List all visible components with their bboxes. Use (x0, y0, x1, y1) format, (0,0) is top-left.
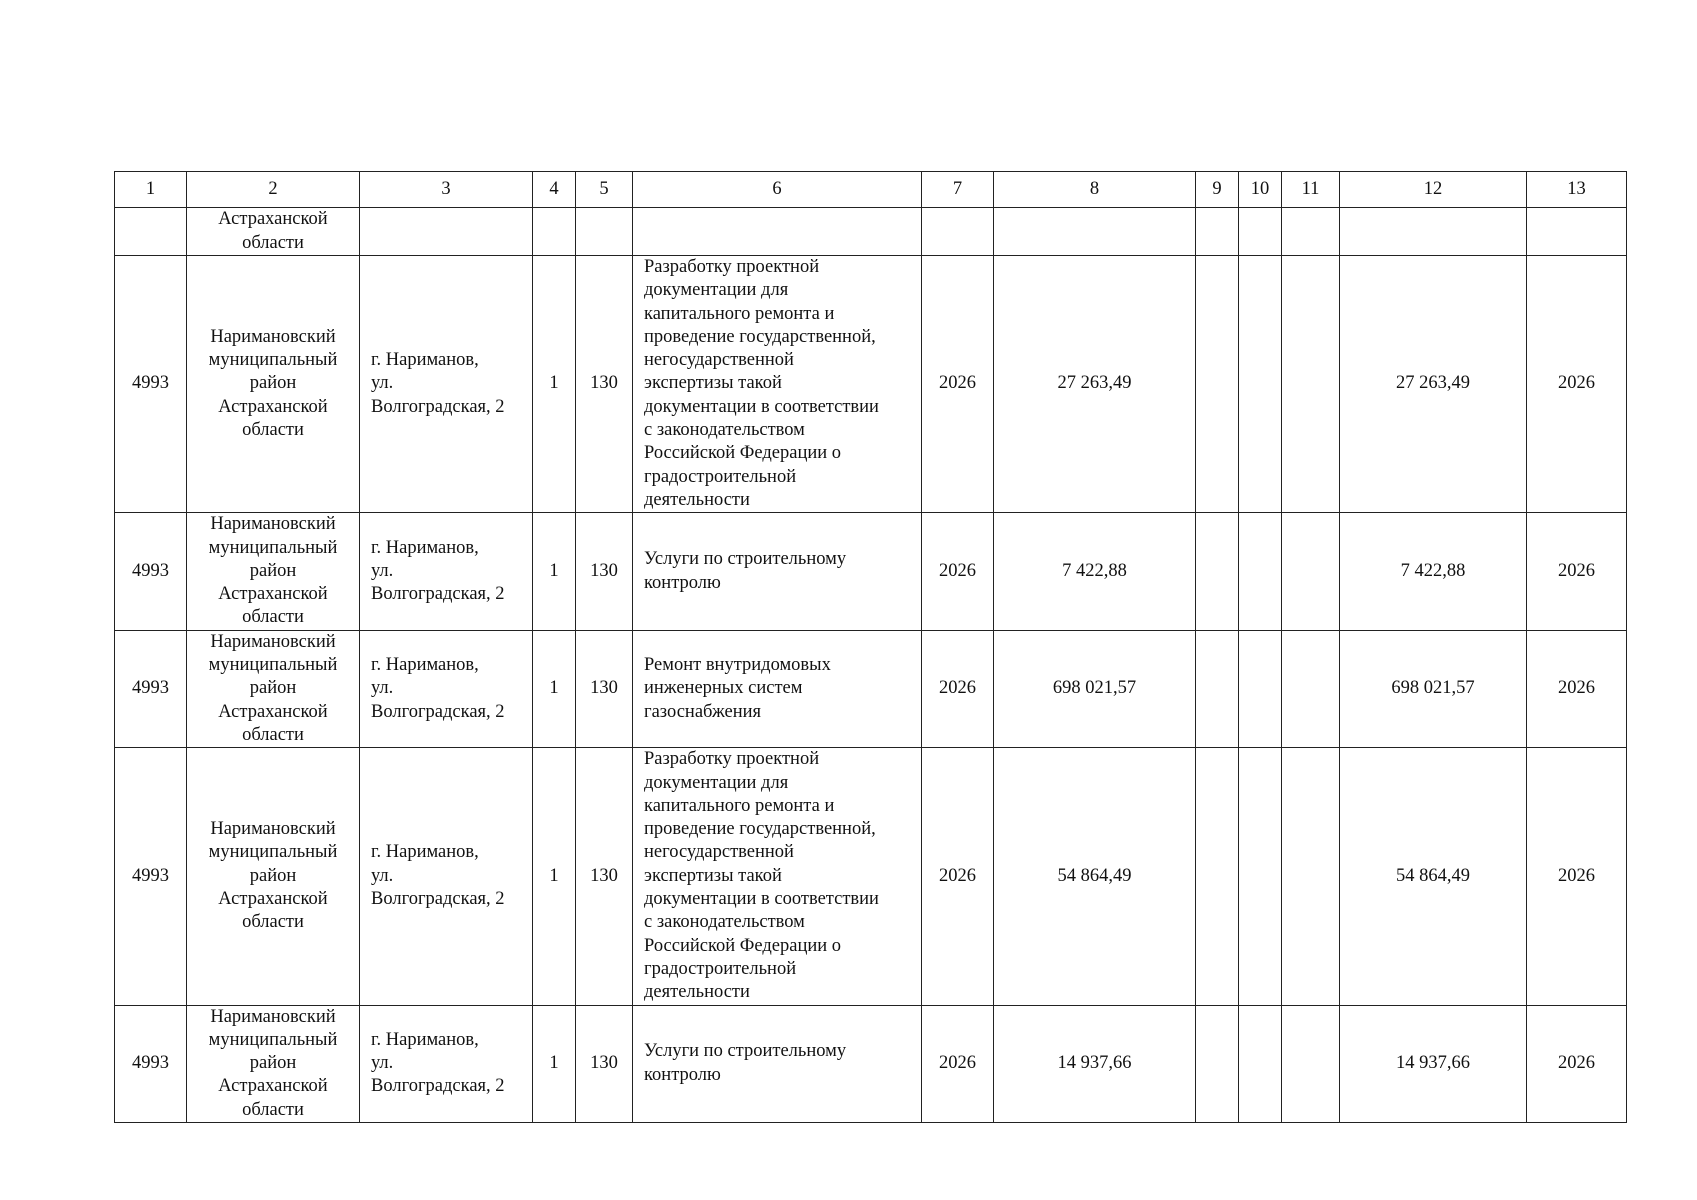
amount-cell: 14 937,66 (994, 1005, 1196, 1122)
amount-cell: 54 864,49 (1340, 748, 1527, 1005)
amount-cell: 54 864,49 (994, 748, 1196, 1005)
id-cell: 4993 (115, 748, 187, 1005)
year-cell: 2026 (922, 748, 994, 1005)
header-cell: 1 (115, 172, 187, 208)
header-cell: 13 (1527, 172, 1627, 208)
header-cell: 12 (1340, 172, 1527, 208)
table-cell: 130 (576, 748, 633, 1005)
region-cell: Наримановский муниципальный район Астраханской области (187, 748, 360, 1005)
address-cell: г. Нариманов, ул. Волгоградская, 2 (360, 748, 533, 1005)
address-cell: г. Нариманов, ул. Волгоградская, 2 (360, 1005, 533, 1122)
region-cell: Наримановский муниципальный район Астраханской области (187, 630, 360, 747)
year-cell: 2026 (1527, 1005, 1627, 1122)
table-row (115, 513, 1627, 630)
region-cell: Наримановский муниципальный район Астраханской области (187, 513, 360, 630)
header-cell: 8 (994, 172, 1196, 208)
header-cell: 11 (1282, 172, 1340, 208)
table-cell (1282, 1005, 1340, 1122)
address-cell: г. Нариманов, ул. Волгоградская, 2 (360, 513, 533, 630)
table-cell (1239, 256, 1282, 513)
table-cell (1196, 208, 1239, 256)
amount-cell: 27 263,49 (994, 256, 1196, 513)
region-cell: Наримановский муниципальный район Астраханской области (187, 1005, 360, 1122)
year-cell: 2026 (922, 256, 994, 513)
id-cell: 4993 (115, 1005, 187, 1122)
year-cell: 2026 (1527, 256, 1627, 513)
region-cell: Астраханской области (187, 208, 360, 256)
table-cell (1239, 748, 1282, 1005)
year-cell: 2026 (922, 630, 994, 747)
amount-cell: 27 263,49 (1340, 256, 1527, 513)
table-row (115, 748, 1627, 1005)
table-cell: 130 (576, 256, 633, 513)
year-cell: 2026 (922, 1005, 994, 1122)
table-cell: 1 (533, 630, 576, 747)
table-cell: 1 (533, 748, 576, 1005)
table-cell: 130 (576, 630, 633, 747)
work-description-cell: Разработку проектной документации для капитального ремонта и проведение государственной, негосударственной экспертизы такой документации в соответствии с законодательством Российской Федерации о градостроительной деятельности (633, 748, 922, 1005)
table-cell (1239, 630, 1282, 747)
header-cell: 4 (533, 172, 576, 208)
amount-cell: 7 422,88 (1340, 513, 1527, 630)
id-cell: 4993 (115, 256, 187, 513)
table-row (115, 1005, 1627, 1122)
table-cell (1196, 748, 1239, 1005)
data-table (114, 171, 1627, 1123)
work-description-cell: Услуги по строительному контролю (633, 1005, 922, 1122)
table-cell (576, 208, 633, 256)
year-cell: 2026 (1527, 748, 1627, 1005)
continuation-row (115, 208, 1627, 256)
table-cell (1196, 513, 1239, 630)
table-row (115, 256, 1627, 513)
table-cell: 1 (533, 256, 576, 513)
header-cell: 2 (187, 172, 360, 208)
table-cell (1282, 630, 1340, 747)
amount-cell: 698 021,57 (1340, 630, 1527, 747)
table-cell (360, 208, 533, 256)
year-cell: 2026 (922, 513, 994, 630)
header-cell: 9 (1196, 172, 1239, 208)
amount-cell: 14 937,66 (1340, 1005, 1527, 1122)
year-cell: 2026 (1527, 513, 1627, 630)
table-cell (922, 208, 994, 256)
id-cell: 4993 (115, 513, 187, 630)
year-cell: 2026 (1527, 630, 1627, 747)
table-cell: 1 (533, 1005, 576, 1122)
table-cell (1282, 513, 1340, 630)
header-cell: 5 (576, 172, 633, 208)
amount-cell: 7 422,88 (994, 513, 1196, 630)
table-cell (1196, 256, 1239, 513)
table-row (115, 630, 1627, 747)
header-cell: 6 (633, 172, 922, 208)
work-description-cell: Разработку проектной документации для капитального ремонта и проведение государственной, негосударственной экспертизы такой документации в соответствии с законодательством Российской Федерации о градостроительной деятельности (633, 256, 922, 513)
header-cell: 3 (360, 172, 533, 208)
table-cell (1196, 1005, 1239, 1122)
table-cell (1282, 748, 1340, 1005)
table-cell (1340, 208, 1527, 256)
table-cell (1282, 256, 1340, 513)
table-cell (1196, 630, 1239, 747)
address-cell: г. Нариманов, ул. Волгоградская, 2 (360, 256, 533, 513)
header-cell: 7 (922, 172, 994, 208)
table-cell (1527, 208, 1627, 256)
table-cell (1239, 513, 1282, 630)
table-cell (533, 208, 576, 256)
header-row (115, 172, 1627, 208)
table-cell: 130 (576, 1005, 633, 1122)
table-cell (1282, 208, 1340, 256)
region-cell: Наримановский муниципальный район Астраханской области (187, 256, 360, 513)
work-description-cell: Ремонт внутридомовых инженерных систем газоснабжения (633, 630, 922, 747)
table-cell (1239, 1005, 1282, 1122)
table-cell (1239, 208, 1282, 256)
table-cell (115, 208, 187, 256)
work-description-cell: Услуги по строительному контролю (633, 513, 922, 630)
header-cell: 10 (1239, 172, 1282, 208)
table-cell (633, 208, 922, 256)
amount-cell: 698 021,57 (994, 630, 1196, 747)
address-cell: г. Нариманов, ул. Волгоградская, 2 (360, 630, 533, 747)
table-cell (994, 208, 1196, 256)
id-cell: 4993 (115, 630, 187, 747)
table-cell: 1 (533, 513, 576, 630)
table-cell: 130 (576, 513, 633, 630)
